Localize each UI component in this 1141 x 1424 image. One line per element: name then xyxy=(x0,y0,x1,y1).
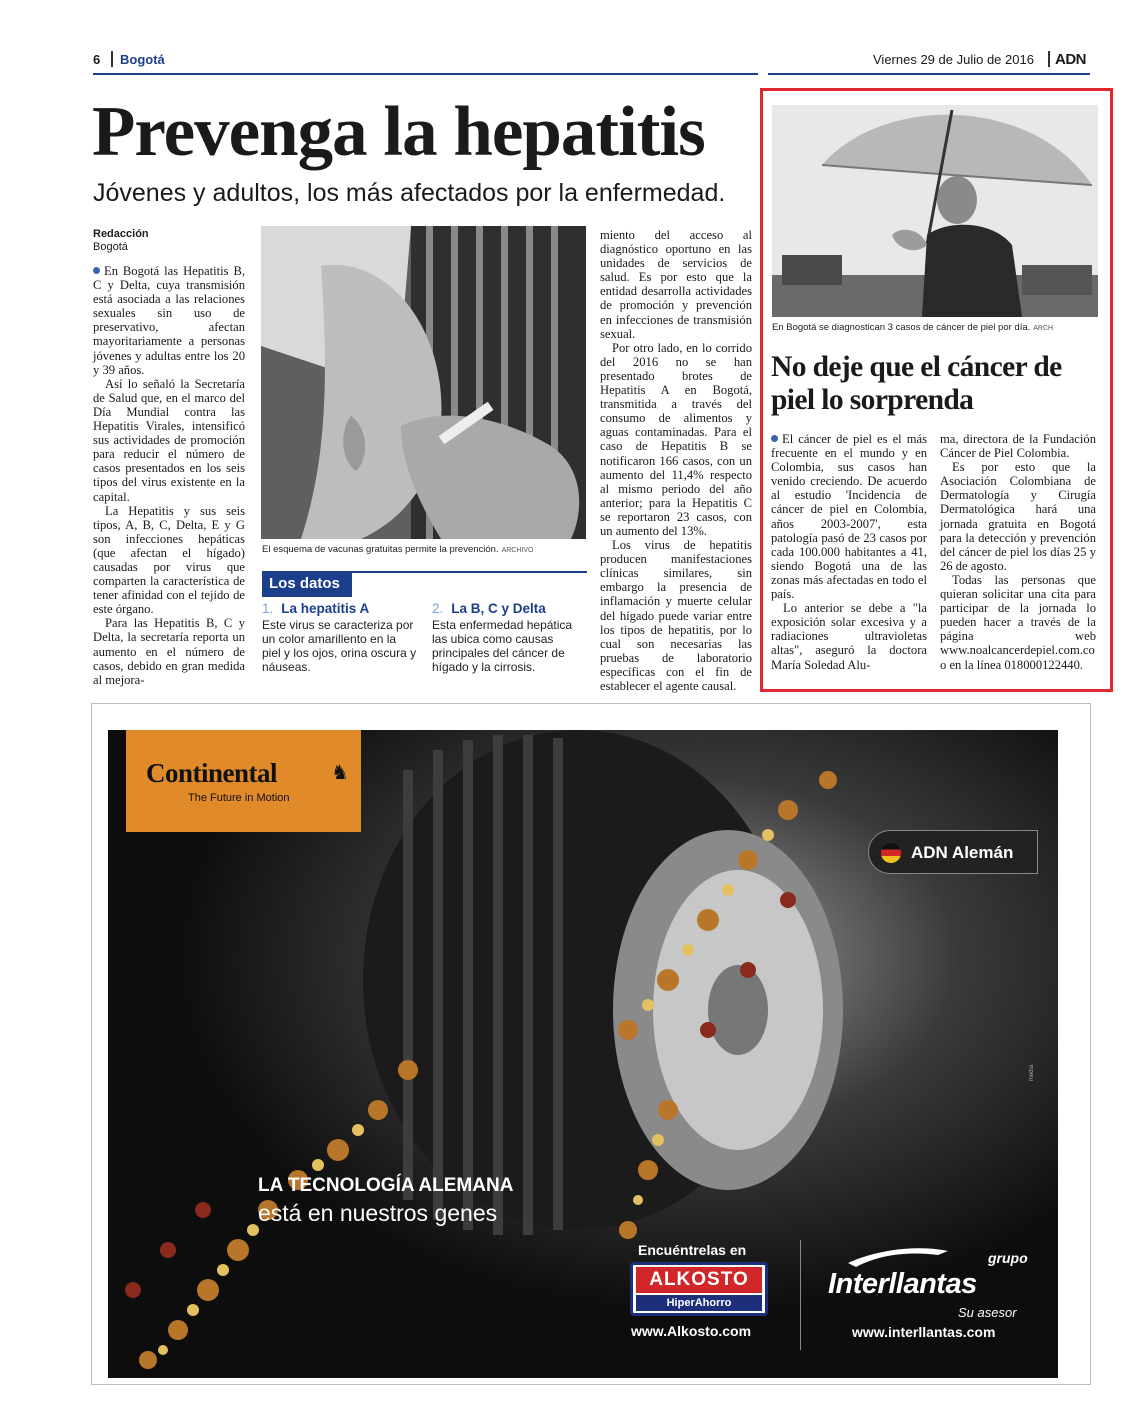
main-column-1 xyxy=(93,264,245,687)
byline-author: Redacción xyxy=(93,228,149,240)
byline xyxy=(93,228,243,253)
datos-item-text: Esta enfermedad hepática las ubica como causas principales del cáncer de hígado y la cirrosis. xyxy=(432,618,573,674)
photo-credit: ARCH xyxy=(1033,325,1054,332)
continental-logo: Continental xyxy=(146,758,278,788)
section-name: Bogotá xyxy=(120,52,165,67)
alkosto-sub: HiperAhorro xyxy=(636,1295,762,1311)
header-rule xyxy=(93,73,758,75)
photo-credit: ARCHIVO xyxy=(501,547,534,554)
bullet-icon xyxy=(771,435,778,442)
paragraph: Así lo señaló la Secretaría de Salud que, en el marco del Día Mundial contra las Hepatitis Virales, intensificó sus actividades de promoción para reducir el número de casos presentados en los seis tipos del virus existente en la capital. xyxy=(93,376,245,504)
caption-text: El esquema de vacunas gratuitas permite la prevención. xyxy=(262,544,499,555)
alkosto-url[interactable]: www.Alkosto.com xyxy=(631,1323,752,1339)
datos-item-1 xyxy=(262,601,417,674)
paragraph: Por otro lado, en lo corrido del 2016 no se han presentado brotes de Hepatitis A en Bogotá, transmitida a través del consumo de alimentos y aguas contaminadas. Para el caso de Hepatitis B se notificaron 166 casos, con un aumento del 11,4% respecto al mismo periodo del año anterior; para la Hepatitis C se reportaron 23 casos, con un aumento del 13%. xyxy=(600,340,752,538)
main-column-3 xyxy=(600,228,752,693)
paragraph: El cáncer de piel es el más frecuente en el mundo y en Colombia, sus casos han venido creciendo. De acuerdo al estudio 'Incidencia de cáncer de piel en Colombia, años 2003-2007', esta patología pasó de 23 casos por cada 100.000 habitantes a 41, siendo Bogotá una de las zonas más afectadas en todo el país. xyxy=(771,432,927,602)
umbrella-photo xyxy=(772,105,1098,317)
header-divider xyxy=(111,51,113,67)
main-subheadline: Jóvenes y adultos, los más afectados por la enfermedad. xyxy=(93,179,726,207)
umbrella-photo-caption xyxy=(772,322,1098,333)
vaccine-photo-caption xyxy=(262,544,587,555)
issue-date: Viernes 29 de Julio de 2016 xyxy=(873,52,1034,67)
byline-city: Bogotá xyxy=(93,241,128,253)
datos-item-2 xyxy=(432,601,587,674)
ad-slogan-line-1: LA TECNOLOGÍA ALEMANA xyxy=(258,1175,514,1196)
ad-slogan-line-2: está en nuestros genes xyxy=(258,1200,498,1226)
side-column-2 xyxy=(940,432,1096,672)
vaccine-photo-image xyxy=(261,226,586,539)
datos-item-text: Este virus se caracteriza por un color amarillento en la piel y los ojos, orina oscura y náuseas. xyxy=(262,618,417,674)
paragraph: Los virus de hepatitis producen manifestaciones clínicas similares, sin embargo la presencia de inflamación y muerte celular del hígado puede variar entre los tipos de hepatitis, por lo cual son necesarias las pruebas de laboratorio específicas con el fin de establecer el agente causal. xyxy=(600,538,752,693)
interllantas-grupo: grupo xyxy=(988,1250,1028,1266)
side-column-1 xyxy=(771,432,927,672)
datos-item-title: La hepatitis A xyxy=(281,601,370,616)
adn-logo: ADN xyxy=(1055,51,1086,68)
paragraph: Es por esto que la Asociación Colombiana de Dermatología y Cirugía Dermatológica hará una jornada gratuita en Bogotá para la detección y prevención del cáncer de piel los días 25 y 26 de agosto. xyxy=(940,460,1096,573)
adn-aleman-badge xyxy=(868,830,1038,874)
header-divider-right xyxy=(1048,51,1050,67)
ad-vertical-note: media xyxy=(1029,1064,1036,1082)
page-header xyxy=(93,48,1090,72)
interllantas-swoosh-icon xyxy=(848,1245,948,1267)
paragraph: Todas las personas que quieran solicitar una cita para participar de la jornada lo pueden hacer a través de la página web www.noalcancerdepiel.com.co o en la línea 018000122440. xyxy=(940,572,1096,672)
datos-title: Los datos xyxy=(262,571,352,597)
interllantas-logo[interactable]: Interllantas xyxy=(828,1268,977,1300)
interllantas-url[interactable]: www.interllantas.com xyxy=(852,1324,996,1340)
badge-label: ADN Alemán xyxy=(911,843,1014,862)
page-number: 6 xyxy=(93,52,101,67)
paragraph: miento del acceso al diagnóstico oportuno en las unidades de servicios de salud. Es por esto que la entidad desarrolla actividades de promoción y prevención en infecciones de transmisión sexual. xyxy=(600,228,752,341)
find-text: Encuéntrelas en xyxy=(638,1242,747,1258)
datos-number: 2. xyxy=(432,601,444,616)
vaccine-photo xyxy=(261,226,586,539)
paragraph: Para las Hepatitis B, C y Delta, la secretaría reporta un aumento en el número de casos, debido en gran medida al mejora- xyxy=(93,616,245,687)
continental-horse-icon: ♞ xyxy=(331,762,349,784)
paragraph: ma, directora de la Fundación Cáncer de Piel Colombia. xyxy=(940,432,1096,461)
interllantas-tagline: Su asesor xyxy=(958,1305,1017,1320)
paragraph: Lo anterior se debe a "la exposición solar excesiva y a radiaciones ultravioletas altas", aseguró la doctora María Soledad Alu- xyxy=(771,601,927,672)
paragraph: La Hepatitis y sus seis tipos, A, B, C, Delta, E y G son infecciones hepáticas (que afectan el hígado) causadas por virus que comparten la característica de tener afinidad con el tejido de este órgano. xyxy=(93,503,245,617)
main-headline: Prevenga la hepatitis xyxy=(92,93,705,171)
continental-tag xyxy=(126,730,361,832)
datos-item-title: La B, C y Delta xyxy=(451,601,546,616)
umbrella-photo-image xyxy=(772,105,1098,317)
ad-divider xyxy=(800,1240,801,1350)
alkosto-logo[interactable] xyxy=(630,1262,768,1316)
paragraph: En Bogotá las Hepatitis B, C y Delta, cuya transmisión está asociada a las relaciones sexuales sin uso de preservativo, afectan mayoritariamente a personas jóvenes y adultas entre los 20 y 39 años. xyxy=(93,264,245,377)
caption-text: En Bogotá se diagnostican 3 casos de cáncer de piel por día. xyxy=(772,322,1031,333)
side-headline: No deje que el cáncer de piel lo sorprenda xyxy=(771,351,1062,416)
header-rule-right xyxy=(768,73,1090,75)
bullet-icon xyxy=(93,267,100,274)
alkosto-name: ALKOSTO xyxy=(636,1267,762,1293)
flag-icon xyxy=(881,843,901,863)
continental-tagline: The Future in Motion xyxy=(188,792,290,804)
datos-number: 1. xyxy=(262,601,274,616)
advertisement[interactable] xyxy=(108,730,1058,1378)
